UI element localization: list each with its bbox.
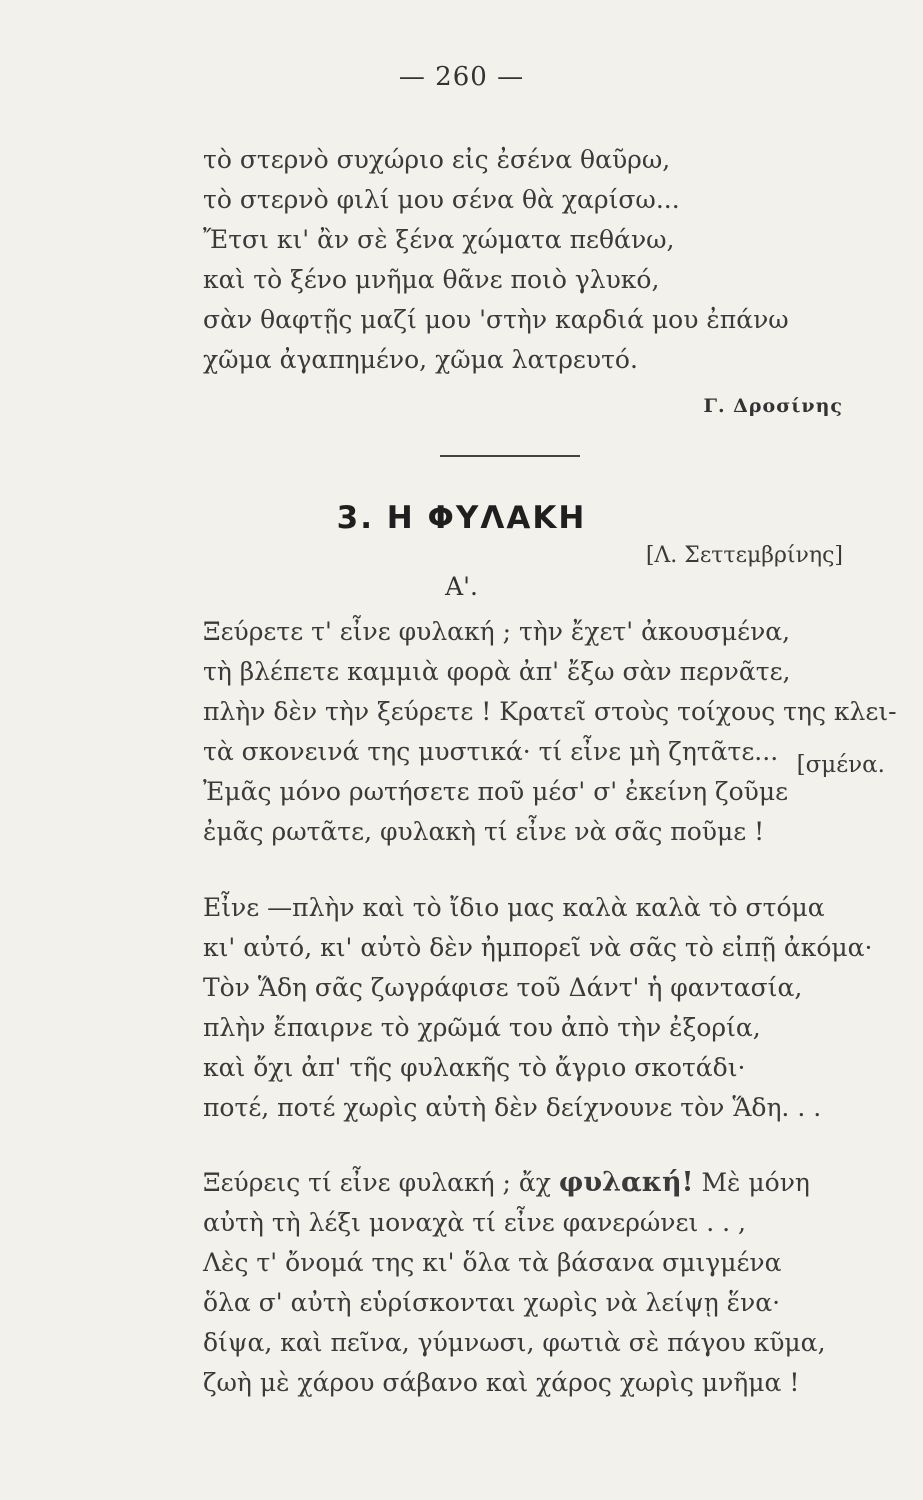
emphasized-word: φυλακή!: [558, 1167, 694, 1198]
poem-line: Λὲς τ' ὄνομά της κι' ὅλα τὰ βάσανα σμιγμένα: [203, 1248, 782, 1277]
poem-line: Ἔτσι κι' ἂν σὲ ξένα χώματα πεθάνω,: [203, 225, 675, 254]
poem-line: τὸ στερνὸ συχώριο εἰς ἐσένα θαῦρω,: [203, 145, 671, 174]
poem-line: καὶ τὸ ξένο μνῆμα θᾶνε ποιὸ γλυκό,: [203, 265, 660, 294]
poem-line: Εἶνε —πλὴν καὶ τὸ ἴδιο μας καλὰ καλὰ τὸ στόμα: [203, 893, 825, 922]
poem-line: δίψα, καὶ πεῖνα, γύμνωσι, φωτιὰ σὲ πάγου κῦμα,: [203, 1328, 826, 1357]
poem-line: τὸ στερνὸ φιλί μου σένα θὰ χαρίσω...: [203, 185, 680, 214]
section-title: 3. Η ΦΥΛΑΚΗ: [336, 500, 587, 536]
line-text: Μὲ μόνη: [693, 1168, 810, 1197]
poem-line: Ἐμᾶς μόνο ρωτήσετε ποῦ μέσ' σ' ἐκείνη ζοῦμε: [203, 777, 789, 806]
poem-line: ποτέ, ποτέ χωρὶς αὐτὴ δὲν δείχνουνε τὸν Ἅδη. . .: [203, 1093, 822, 1122]
poem-line: πλὴν δὲν τὴν ξεύρετε ! Κρατεῖ στοὺς τοίχους της κλει-: [203, 697, 897, 726]
stanza-2: [203, 888, 883, 1128]
part-label: Α'.: [445, 572, 478, 601]
poem-line: Ξεύρετε τ' εἶνε φυλακή ; τὴν ἔχετ' ἀκουσμένα,: [203, 617, 791, 646]
author-signature: Γ. Δροσίνης: [703, 395, 843, 417]
stanza-3: [203, 1163, 883, 1403]
poem-line: ζωὴ μὲ χάρου σάβανο καὶ χάρος χωρὶς μνῆμα !: [203, 1368, 800, 1397]
poem-1: [203, 140, 883, 380]
section-divider: [440, 455, 580, 457]
poem-line: ἐμᾶς ρωτᾶτε, φυλακὴ τί εἶνε νὰ σᾶς ποῦμε !: [203, 817, 765, 846]
stanza-1: [203, 612, 897, 852]
poem-line: Τὸν Ἅδη σᾶς ζωγράφισε τοῦ Δάντ' ἡ φαντασία,: [203, 973, 803, 1002]
poem-line: χῶμα ἀγαπημένο, χῶμα λατρευτό.: [203, 345, 638, 374]
poem-line: ὅλα σ' αὐτὴ εὑρίσκονται χωρὶς νὰ λείψῃ ἕνα·: [203, 1288, 781, 1317]
line-text: Ξεύρεις τί εἶνε φυλακή ; ἄχ: [203, 1168, 559, 1197]
poem-line: σὰν θαφτῇς μαζί μου 'στὴν καρδιά μου ἐπάνω: [203, 305, 789, 334]
poem-line: καὶ ὄχι ἀπ' τῆς φυλακῆς τὸ ἄγριο σκοτάδι·: [203, 1053, 746, 1082]
poem-line: [203, 1163, 883, 1203]
poem-line: αὐτὴ τὴ λέξι μοναχὰ τί εἶνε φανερώνει . . ,: [203, 1208, 746, 1237]
poem-line: κι' αὐτό, κι' αὐτὸ δὲν ἠμπορεῖ νὰ σᾶς τὸ εἰπῇ ἀκόμα·: [203, 933, 873, 962]
line-continuation: [σμένα.: [796, 752, 885, 778]
poem-line: τὰ σκονεινά της μυστικά· τί εἶνε μὴ ζητᾶτε...: [203, 737, 779, 766]
poem-line: τὴ βλέπετε καμμιὰ φορὰ ἀπ' ἔξω σὰν περνᾶτε,: [203, 657, 791, 686]
poem-line: πλὴν ἔπαιρνε τὸ χρῶμά του ἀπὸ τὴν ἐξορία,: [203, 1013, 761, 1042]
author-attribution: [Λ. Σεττεμβρίνης]: [645, 543, 843, 568]
page-number: — 260 —: [398, 62, 525, 92]
